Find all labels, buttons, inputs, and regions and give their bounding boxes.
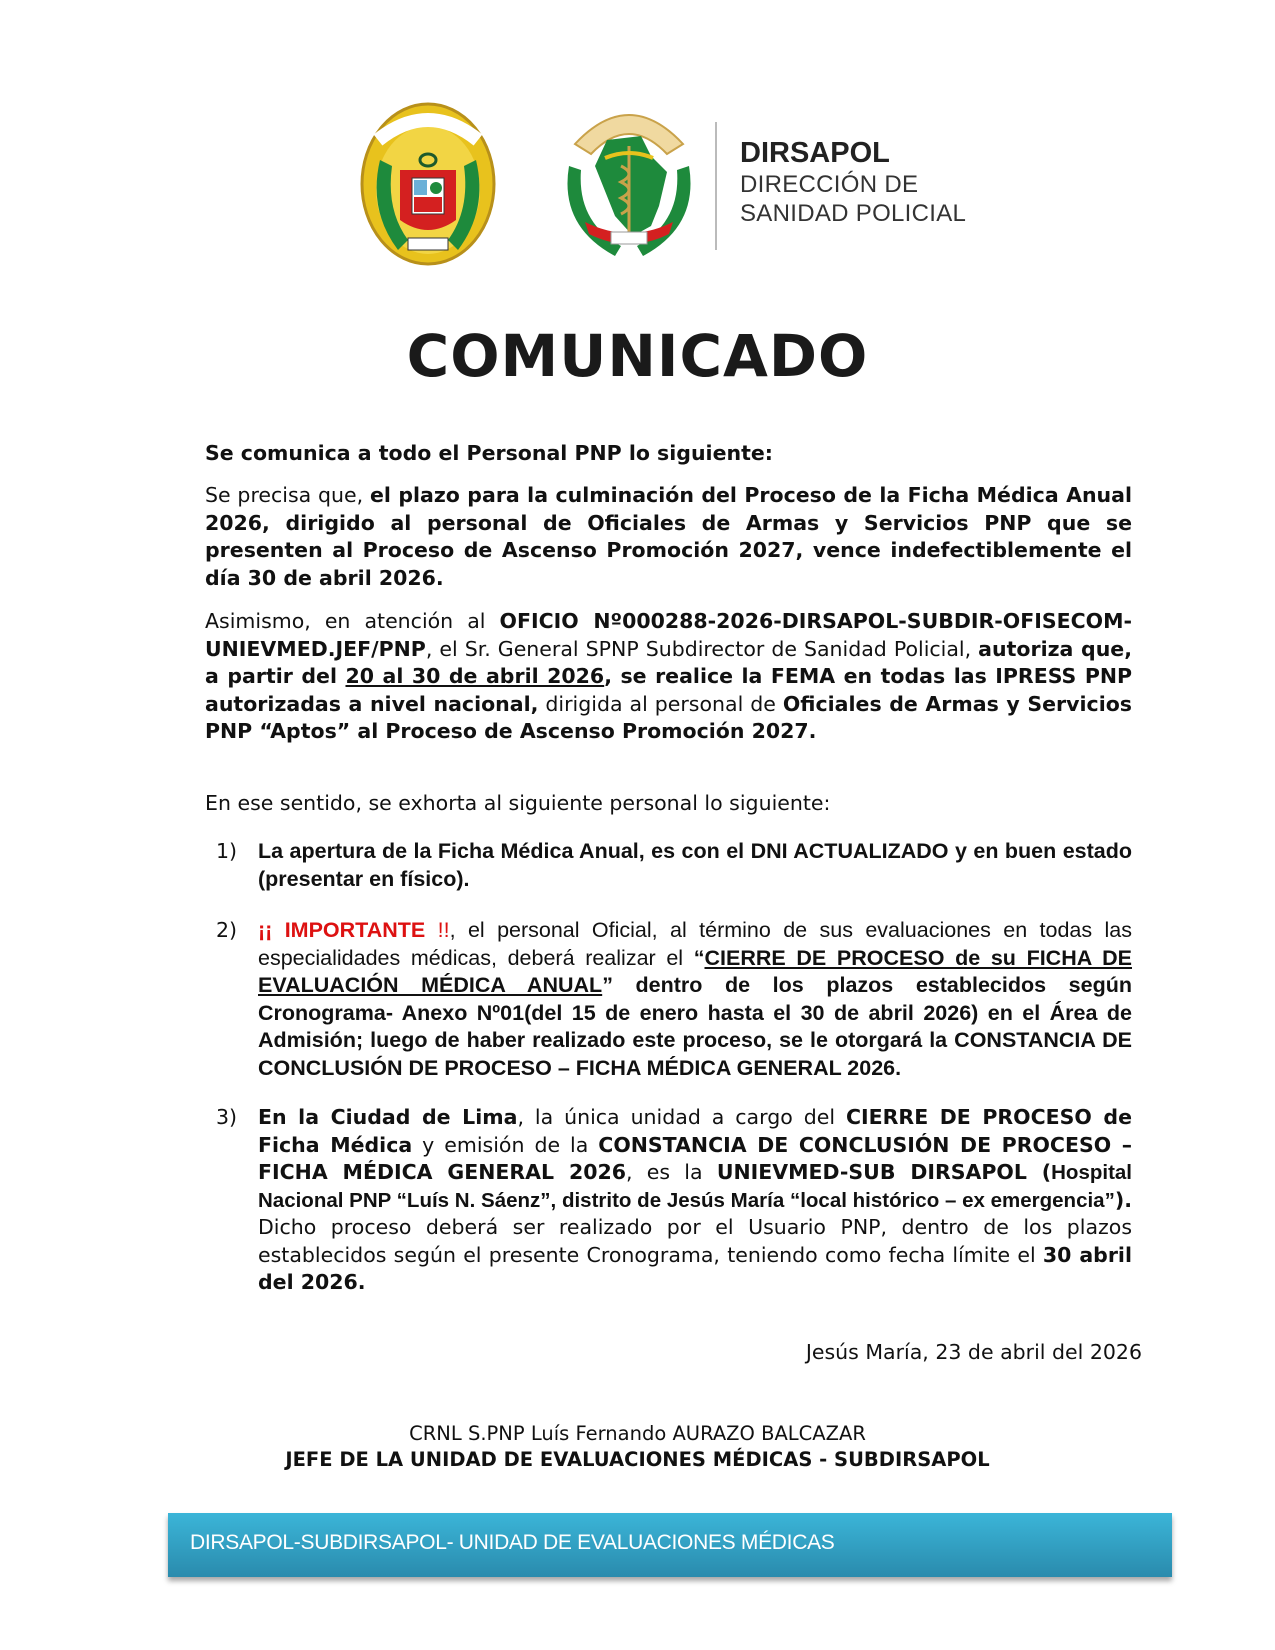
intro-paragraph [205,440,1132,468]
text-segment: CIERRE DE PROCESO de Ficha Médica [258,1105,1132,1157]
list-item-text [258,917,1132,1082]
text-segment: Dicho proceso deberá ser realizado por el Usuario PNP, dentro de los plazos establecidos según el presente Cronograma, teniendo como fecha límite el [258,1215,1132,1267]
footer-banner [168,1513,1172,1577]
signatory-role: JEFE DE LA UNIDAD DE EVALUACIONES MÉDICAS - SUBDIRSAPOL [285,1448,990,1471]
org-subtitle-1: DIRECCIÓN DE [740,170,919,198]
list-item-text [258,1104,1132,1297]
text-segment: Hospital Nacional PNP “Luís N. Sáenz”, distrito de Jesús María “local histórico – ex emergencia” [258,1161,1132,1212]
important-label: !! [437,918,450,942]
text-segment: Asimismo, en atención al [205,609,500,633]
text-segment: Oficiales de Armas y Servicios PNP “Aptos” al Proceso de Ascenso Promoción 2027. [205,691,1133,743]
text-segment: autoriza que, a partir del [205,636,1132,688]
text-segment: , el Sr. General SPNP Subdirector de Sanidad Policial, [425,636,979,661]
org-name: DIRSAPOL [740,137,890,169]
text-segment: y emisión de la [412,1132,599,1157]
text-segment: OFICIO Nº000288-2026-DIRSAPOL-SUBDIR-OFISECOM-UNIEVMED.JEF/PNP [205,609,1132,661]
org-block [740,136,966,228]
sanidad-policial-logo [555,96,703,264]
text-segment: CONSTANCIA DE CONCLUSIÓN DE PROCESO – FICHA MÉDICA GENERAL 2026 [258,1132,1132,1184]
important-label: ¡¡ IMPORTANTE [258,918,438,942]
paragraph-exhorta [205,790,1132,818]
text-segment: “ [693,945,705,970]
org-subtitle-2: SANIDAD POLICIAL [740,199,967,227]
text-segment: En la Ciudad de Lima [258,1105,518,1129]
list-item-number: 2) [216,918,238,942]
page-title: COMUNICADO [406,322,869,390]
list-item-text [258,838,1132,893]
paragraph-deadline [205,482,1132,592]
text-segment: , es la [626,1160,717,1184]
text-segment: 20 al 30 de abril 2026 [345,664,605,688]
text-segment: 30 abril del 2026. [258,1242,1132,1294]
text-segment: La apertura de la Ficha Médica Anual, es con el DNI ACTUALIZADO y en buen estado (presentar en físico). [258,839,1132,891]
list-item-number: 1) [216,839,238,863]
text-segment: Se comunica a todo el Personal PNP lo siguiente: [205,441,773,465]
header-divider [715,122,717,250]
text-segment: , se realice la FEMA en todas las IPRESS PNP autorizadas a nivel nacional, [205,664,1133,716]
text-segment: UNIEVMED-SUB DIRSAPOL ( [716,1160,1052,1184]
text-segment: CIERRE DE PROCESO de su FICHA DE EVALUACIÓN MÉDICA ANUAL [258,945,1132,997]
text-segment: el plazo para la culminación del Proceso de la Ficha Médica Anual 2026, dirigido al personal de Oficiales de Armas y Servicios PNP que se presenten al Proceso de Ascenso Promoción 2027, vence indefectiblemente el día 30 de abril 2026. [205,483,1132,590]
text-segment: En ese sentido, se exhorta al siguiente personal lo siguiente: [205,791,831,815]
document-date: Jesús María, 23 de abril del 2026 [805,1340,1142,1364]
footer-text: DIRSAPOL-SUBDIRSAPOL- UNIDAD DE EVALUACIONES MÉDICAS [190,1531,835,1554]
paragraph-oficio [205,608,1132,746]
signatory-name: CRNL S.PNP Luís Fernando AURAZO BALCAZAR [409,1422,866,1445]
text-segment: ). [1114,1187,1132,1212]
list-item-number: 3) [216,1105,238,1129]
text-segment: dirigida al personal de [538,691,783,716]
pnp-logo [358,100,498,268]
text-segment: ” dentro de los plazos establecidos según Cronograma- Anexo Nº01(del 15 de enero hasta el 30 de abril 2026) en el Área de Admisión; luego de haber realizado este proceso, se le otorgará la CONSTANCIA DE CONCLUSIÓN DE PROCESO – FICHA MÉDICA GENERAL 2026. [258,973,1132,1080]
text-segment: , la única unidad a cargo del [517,1105,846,1129]
text-segment: Se precisa que, [205,483,370,507]
text-segment: , el personal Oficial, al término de sus evaluaciones en todas las especialidades médicas, deberá realizar el [258,918,1133,970]
